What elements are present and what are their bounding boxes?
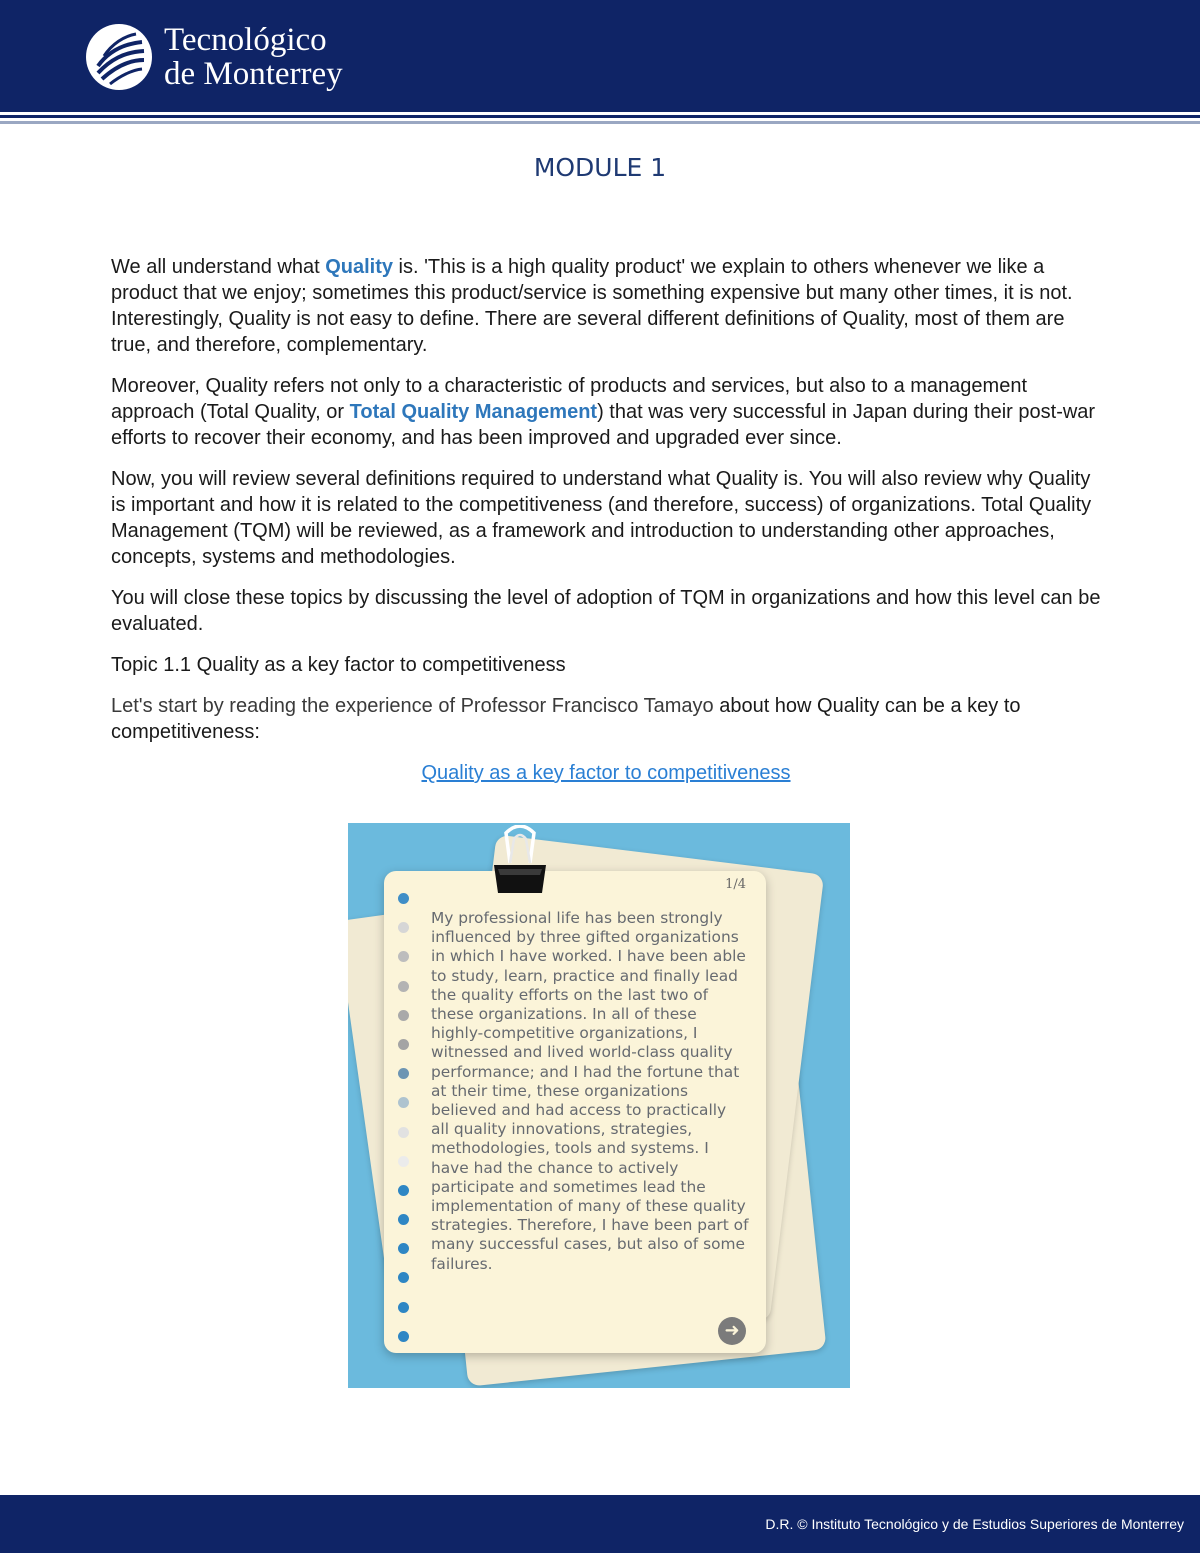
institution-logo — [84, 22, 343, 92]
binder-hole — [398, 893, 409, 904]
copyright-notice: D.R. © Instituto Tecnológico y de Estudios Superiores de Monterrey — [765, 1516, 1184, 1532]
arrow-right-circle-icon[interactable]: ➜ — [718, 1317, 746, 1345]
paragraph-intro — [111, 254, 1101, 358]
binder-hole — [398, 951, 409, 962]
quote-text: My professional life has been strongly influenced by three gifted organizations in which I have worked. I have been able to study, learn, practice and finally lead the quality efforts on the last two of these organizations. In all of these highly-competitive organizations, I witnessed and lived world-class quality performance; and I had the fortune that at their time, these organizations believed and had access to practically all quality innovations, strategies, methodologies, tools and systems. I have had the chance to actively participate and sometimes lead the implementation of many of these quality strategies. Therefore, I have been part of many successful cases, but also of some failures. — [431, 909, 749, 1273]
quote-sheet — [384, 871, 766, 1353]
header-bar — [0, 0, 1200, 112]
binder-hole — [398, 922, 409, 933]
paragraph-text: Moreover, Quality refers not only to a characteristic of products and services, but also to a management approach (Total Quality, or — [111, 375, 1028, 423]
document-body — [111, 254, 1101, 801]
paragraph-closing: You will close these topics by discussing the level of adoption of TQM in organizations and how this level can be evaluated. — [111, 587, 1101, 635]
binder-clip-icon — [488, 825, 552, 895]
binder-hole — [398, 1243, 409, 1254]
binder-hole — [398, 981, 409, 992]
topic-heading: Topic 1.1 Quality as a key factor to competitiveness — [111, 654, 566, 676]
paragraph-reading — [111, 693, 1101, 745]
page-indicator: 1/4 — [725, 877, 746, 892]
logo-line-1: Tecnológico — [164, 22, 327, 58]
binder-hole — [398, 1214, 409, 1225]
binder-holes — [398, 893, 409, 1360]
footer-bar — [0, 1495, 1200, 1553]
paragraph-text: ) that was very successful in Japan during their post-war efforts to recover their economy, and has been improved and upgraded ever since. — [111, 401, 1096, 449]
binder-hole — [398, 1272, 409, 1283]
paragraph-text: is. 'This is a high quality product' we explain to others whenever we like a product that we enjoy; sometimes this product/service is something expensive but many other times, it is not. Interestingly, Quality is not easy to define. There are several different definitions of Quality, most of them are true, and therefore, complementary. — [111, 256, 1073, 356]
binder-hole — [398, 1010, 409, 1021]
highlight-tqm: Total Quality Management — [349, 401, 598, 423]
binder-hole — [398, 1068, 409, 1079]
binder-hole — [398, 1331, 409, 1342]
paragraph-overview: Now, you will review several definitions required to understand what Quality is. You will also review why Quality is important and how it is related to the competitiveness (and therefore, success) of organizations. Total Quality Management (TQM) will be reviewed, as a framework and introduction to understanding other approaches, concepts, systems and methodologies. — [111, 468, 1092, 568]
paragraph-text: Let's start by reading the experience of Professor Francisco Tamayo — [111, 695, 714, 717]
highlight-quality: Quality — [325, 256, 393, 278]
binder-hole — [398, 1127, 409, 1138]
header-rule-light — [0, 121, 1200, 124]
binder-hole — [398, 1185, 409, 1196]
link-row — [111, 760, 1101, 786]
quote-figure — [348, 823, 850, 1388]
logo-wordmark — [164, 23, 343, 91]
paragraph-text: We all understand what — [111, 256, 326, 278]
binder-hole — [398, 1039, 409, 1050]
torch-seal-icon — [84, 22, 154, 92]
binder-hole — [398, 1302, 409, 1313]
logo-line-2: de Monterrey — [164, 56, 343, 92]
reading-link[interactable]: Quality as a key factor to competitiveness — [421, 762, 791, 784]
paragraph-management — [111, 373, 1101, 451]
binder-hole — [398, 1097, 409, 1108]
paragraph-text: about how Quality can be a key to competitiveness: — [111, 695, 1021, 743]
binder-hole — [398, 1156, 409, 1167]
page-title: MODULE 1 — [533, 153, 667, 182]
header-rule — [0, 115, 1200, 118]
